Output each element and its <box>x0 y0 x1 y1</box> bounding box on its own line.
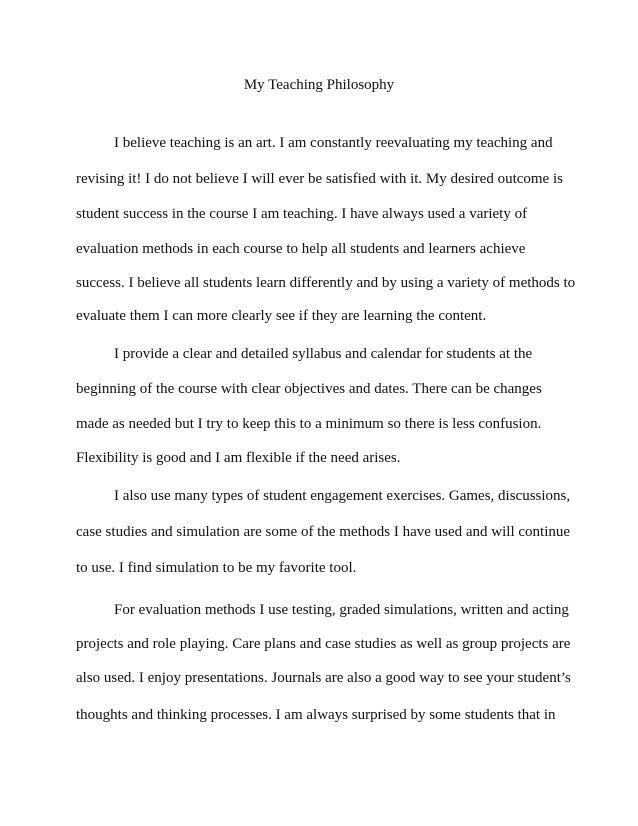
text-line: evaluation methods in each course to help all students and learners achieve <box>76 241 526 257</box>
text-line: case studies and simulation are some of the methods I have used and will continue <box>76 524 571 540</box>
text-line: thoughts and thinking processes. I am always surprised by some students that in <box>76 707 556 723</box>
text-line: I provide a clear and detailed syllabus and calendar for students at the <box>114 346 533 362</box>
document-title: My Teaching Philosophy <box>243 77 395 93</box>
text-line: I believe teaching is an art. I am constantly reevaluating my teaching and <box>114 135 553 151</box>
text-line: revising it! I do not believe I will ever be satisfied with it. My desired outcome is <box>76 171 563 187</box>
text-line: projects and role playing. Care plans and case studies as well as group projects are <box>76 636 571 652</box>
text-line: to use. I find simulation to be my favorite tool. <box>76 560 357 576</box>
text-line: evaluate them I can more clearly see if they are learning the content. <box>76 308 487 324</box>
text-line: I also use many types of student engagement exercises. Games, discussions, <box>114 488 571 504</box>
text-line: beginning of the course with clear objectives and dates. There can be changes <box>76 381 542 397</box>
text-line: student success in the course I am teaching. I have always used a variety of <box>76 206 528 222</box>
text-line: For evaluation methods I use testing, graded simulations, written and acting <box>114 602 569 618</box>
text-line: made as needed but I try to keep this to a minimum so there is less confusion. <box>76 416 542 432</box>
text-line: success. I believe all students learn differently and by using a variety of methods to <box>76 275 576 291</box>
text-line: also used. I enjoy presentations. Journals are also a good way to see your student’s <box>76 670 571 686</box>
text-line: Flexibility is good and I am flexible if the need arises. <box>76 450 401 466</box>
